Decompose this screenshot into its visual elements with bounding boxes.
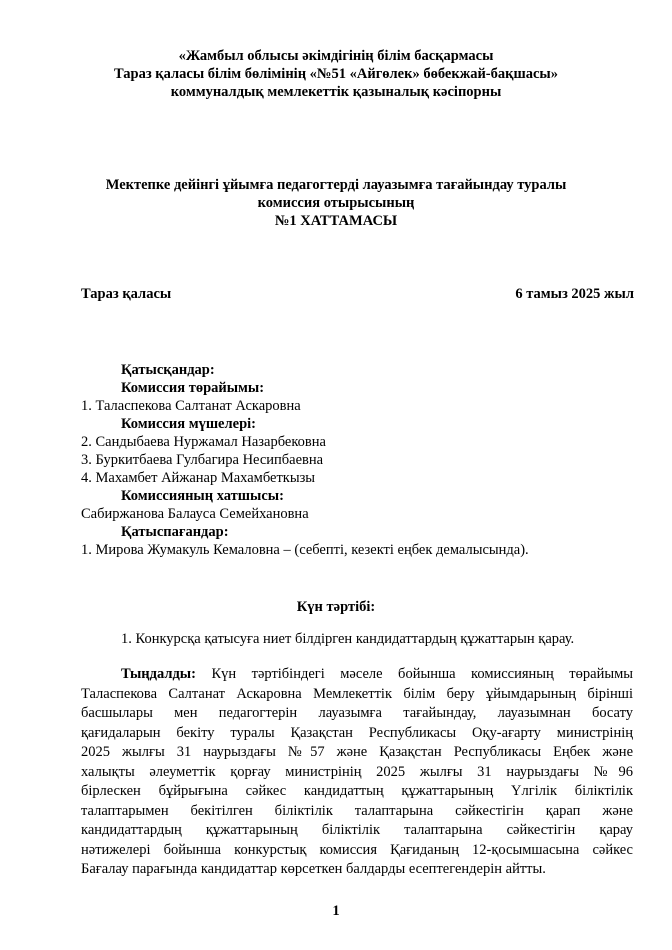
chair-heading: Комиссия төрайымы: bbox=[121, 380, 265, 396]
agenda-item-1: 1. Конкурсқа қатысуға ниет білдірген кандидаттардың құжаттарын қарау. bbox=[121, 631, 575, 647]
listened-line: 2025 жылғы 31 наурыздағы №57 және Қазақстан Республикасы Еңбек және bbox=[81, 744, 633, 760]
listened-paragraph bbox=[81, 665, 633, 880]
agenda-heading: Күн тәртібі: bbox=[296, 599, 376, 615]
listened-line: Таласпекова Салтанат Аскаровна Мемлекеттік білім беру ұйымдарының бірінші bbox=[81, 685, 633, 702]
listened-line: кандидаттардың құжаттарының біліктілік талаптарына сәйкестігін қарау bbox=[81, 822, 633, 838]
members-heading: Комиссия мүшелері: bbox=[121, 416, 256, 432]
header-line-2: Тараз қаласы білім бөлімінің «№51 «Айгөлек» бөбекжай-бақшасы» bbox=[113, 66, 558, 82]
member-3: 3. Буркитбаева Гулбагира Несипбаевна bbox=[81, 452, 324, 468]
title-line-2: комиссия отырысының bbox=[257, 195, 415, 211]
listened-line: бірлескен бұйрығына сәйкес кандидаттың құжаттарының Үлгілік біліктілік bbox=[81, 783, 633, 799]
listened-line: Тыңдалды: Күн тәртібіндегі мәселе бойынша комиссияның төрайымы bbox=[121, 666, 633, 682]
header-line-1: «Жамбыл облысы әкімдігінің білім басқармасы bbox=[178, 48, 494, 64]
header-line-3: коммуналдық мемлекеттік қазыналық кәсіпорны bbox=[170, 84, 502, 100]
listened-line: халықты әлеуметтік қорғау министрінің 2025 жылғы 31 наурыздағы №96 bbox=[81, 763, 633, 780]
page-number: 1 bbox=[332, 903, 340, 919]
title-line-3: №1 ХАТТАМАСЫ bbox=[274, 213, 398, 229]
secretary-heading: Комиссияның хатшысы: bbox=[121, 488, 284, 504]
absent-heading: Қатыспағандар: bbox=[121, 524, 229, 540]
title-line-1: Мектепке дейінгі ұйымға педагогтерді лауазымға тағайындау туралы bbox=[105, 177, 567, 193]
listened-line: басшылары мен педагогтерін лауазымға тағайындау, лауазымнан босату bbox=[81, 705, 633, 721]
absent-name: 1. Мирова Жумакуль Кемаловна – (себепті, кезекті еңбек демалысында). bbox=[81, 542, 529, 558]
chair-name: 1. Таласпекова Салтанат Аскаровна bbox=[81, 398, 301, 414]
secretary-name: Сабиржанова Балауса Семейхановна bbox=[81, 506, 309, 522]
listened-line: қағидаларын бекіту туралы Қазақстан Республикасы Оқу-ағарту министрінің bbox=[81, 724, 633, 741]
city: Тараз қаласы bbox=[81, 286, 172, 302]
member-2: 2. Сандыбаева Нуржамал Назарбековна bbox=[81, 434, 326, 450]
listened-line: талаптарымен бекітілген біліктілік талаптарына сәйкестігін қарап және bbox=[81, 802, 633, 819]
member-4: 4. Махамбет Айжанар Махамбеткызы bbox=[81, 470, 316, 486]
date: 6 тамыз 2025 жыл bbox=[515, 286, 634, 302]
listened-line: Бағалау парағында кандидаттар көрсеткен балдарды есептегендерін айтты. bbox=[81, 861, 546, 877]
participants-heading: Қатысқандар: bbox=[121, 362, 215, 378]
listened-label: Тыңдалды: bbox=[121, 666, 196, 682]
listened-line: нәтижелері бойынша конкурстық комиссия Қағиданың 12-қосымшасына сәйкес bbox=[81, 841, 633, 858]
